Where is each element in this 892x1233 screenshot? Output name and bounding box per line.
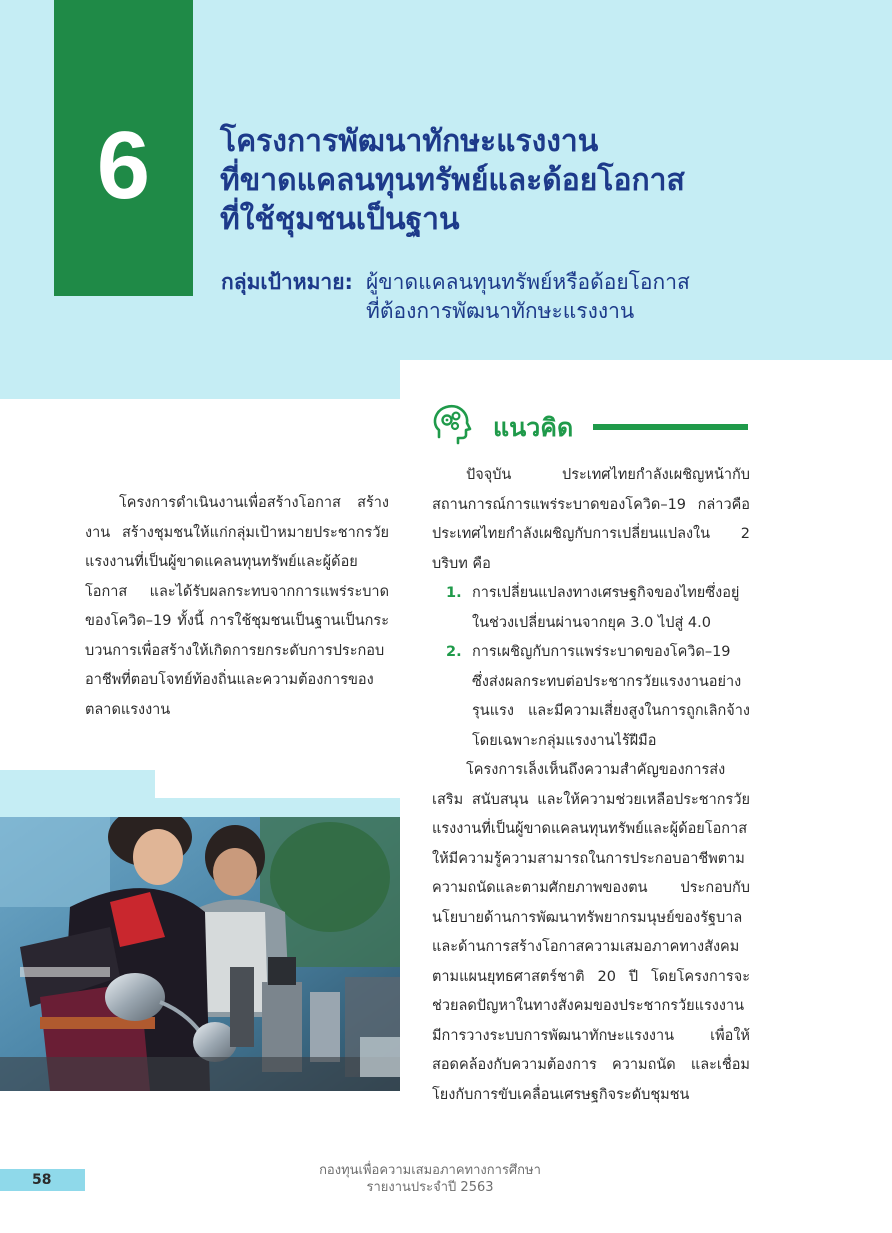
coffee-workshop-photo [0,817,400,1091]
chapter-title-line-2: ที่ขาดแคลนทุนทรัพย์และด้อยโอกาส [220,163,685,198]
chapter-title [220,122,860,239]
chapter-number-block [54,0,193,296]
concept-body [432,461,750,1110]
chapter-title-line-1: โครงการพัฒนาทักษะแรงงาน [220,124,599,159]
target-group-line-1: ผู้ขาดแคลนทุนทรัพย์หรือด้อยโอกาส [366,270,690,294]
head-gears-icon [431,403,473,445]
list-item-number: 1. [446,585,462,601]
target-group-text [366,268,690,326]
concept-heading-rule [593,424,748,430]
list-item [432,579,750,638]
concept-intro: ปัจจุบัน ประเทศไทยกำลังเผชิญหน้ากับสถานการณ์การแพร่ระบาดของโควิด–19 กล่าวคือ ประเทศไทยกำลังเผชิญกับการเปลี่ยนแปลงใน 2 บริบท คือ [432,467,750,572]
target-group-line-2: ที่ต้องการพัฒนาทักษะแรงงาน [366,299,635,323]
page-footer [220,1162,640,1196]
list-item-number: 2. [446,644,462,660]
list-item-text: การเผชิญกับการแพร่ระบาดของโควิด–19 ซึ่งส่งผลกระทบต่อประชากรวัยแรงงานอย่างรุนแรง และมีความเสี่ยงสูงในการถูกเลิกจ้าง โดยเฉพาะกลุ่มแรงงานไร้ฝีมือ [472,644,750,749]
chapter-number: 6 [96,112,151,219]
photo-accent-band [0,798,400,817]
chapter-title-line-3: ที่ใช้ชุมชนเป็นฐาน [220,202,460,237]
page-number: 58 [32,1172,52,1188]
footer-line-2: รายงานประจำปี 2563 [366,1180,494,1195]
photo-accent-band-top [0,770,155,798]
concept-heading: แนวคิด [493,413,574,442]
target-group-label: กลุ่มเป้าหมาย: [221,270,353,294]
summary-text: โครงการดำเนินงานเพื่อสร้างโอกาส สร้างงาน สร้างชุมชนให้แก่กลุ่มเป้าหมายประชากรวัยแรงงานที่เป็นผู้ขาดแคลนทุนทรัพย์และผู้ด้อยโอกาส และได้รับผลกระทบจากการแพร่ระบาดของโควิด–19 ทั้งนี้ การใช้ชุมชนเป็นฐานเป็นกระบวนการเพื่อสร้างให้เกิดการยกระดับการประกอบอาชีพที่ตอบโจทย์ท้องถิ่นและความต้องการของตลาดแรงงาน [85,495,389,718]
concept-list [432,579,750,756]
list-item [432,638,750,756]
footer-line-1: กองทุนเพื่อความเสมอภาคทางการศึกษา [319,1163,541,1178]
concept-closing: โครงการเล็งเห็นถึงความสำคัญของการส่งเสริม สนับสนุน และให้ความช่วยเหลือประชากรวัยแรงงานที่เป็นผู้ขาดแคลนทุนทรัพย์และผู้ด้อยโอกาส ให้มีความรู้ความสามารถในการประกอบอาชีพตามความถนัดและตามศักยภาพของตน ประกอบกับนโยบายด้านการพัฒนาทรัพยากรมนุษย์ของรัฐบาล และด้านการสร้างโอกาสความเสมอภาคทางสังคมตามแผนยุทธศาสตร์ชาติ 20 ปี โดยโครงการจะช่วยลดปัญหาในทางสังคมของประชากรวัยแรงงานมีการวางระบบการพัฒนาทักษะแรงงาน เพื่อให้สอดคล้องกับความต้องการ ความถนัด และเชื่อมโยงกับการขับเคลื่อนเศรษฐกิจระดับชุมชน [432,762,750,1103]
summary-paragraph [85,489,389,725]
header-background-extension [0,360,400,399]
list-item-text: การเปลี่ยนแปลงทางเศรษฐกิจของไทยซึ่งอยู่ในช่วงเปลี่ยนผ่านจากยุค 3.0 ไปสู่ 4.0 [472,585,740,631]
